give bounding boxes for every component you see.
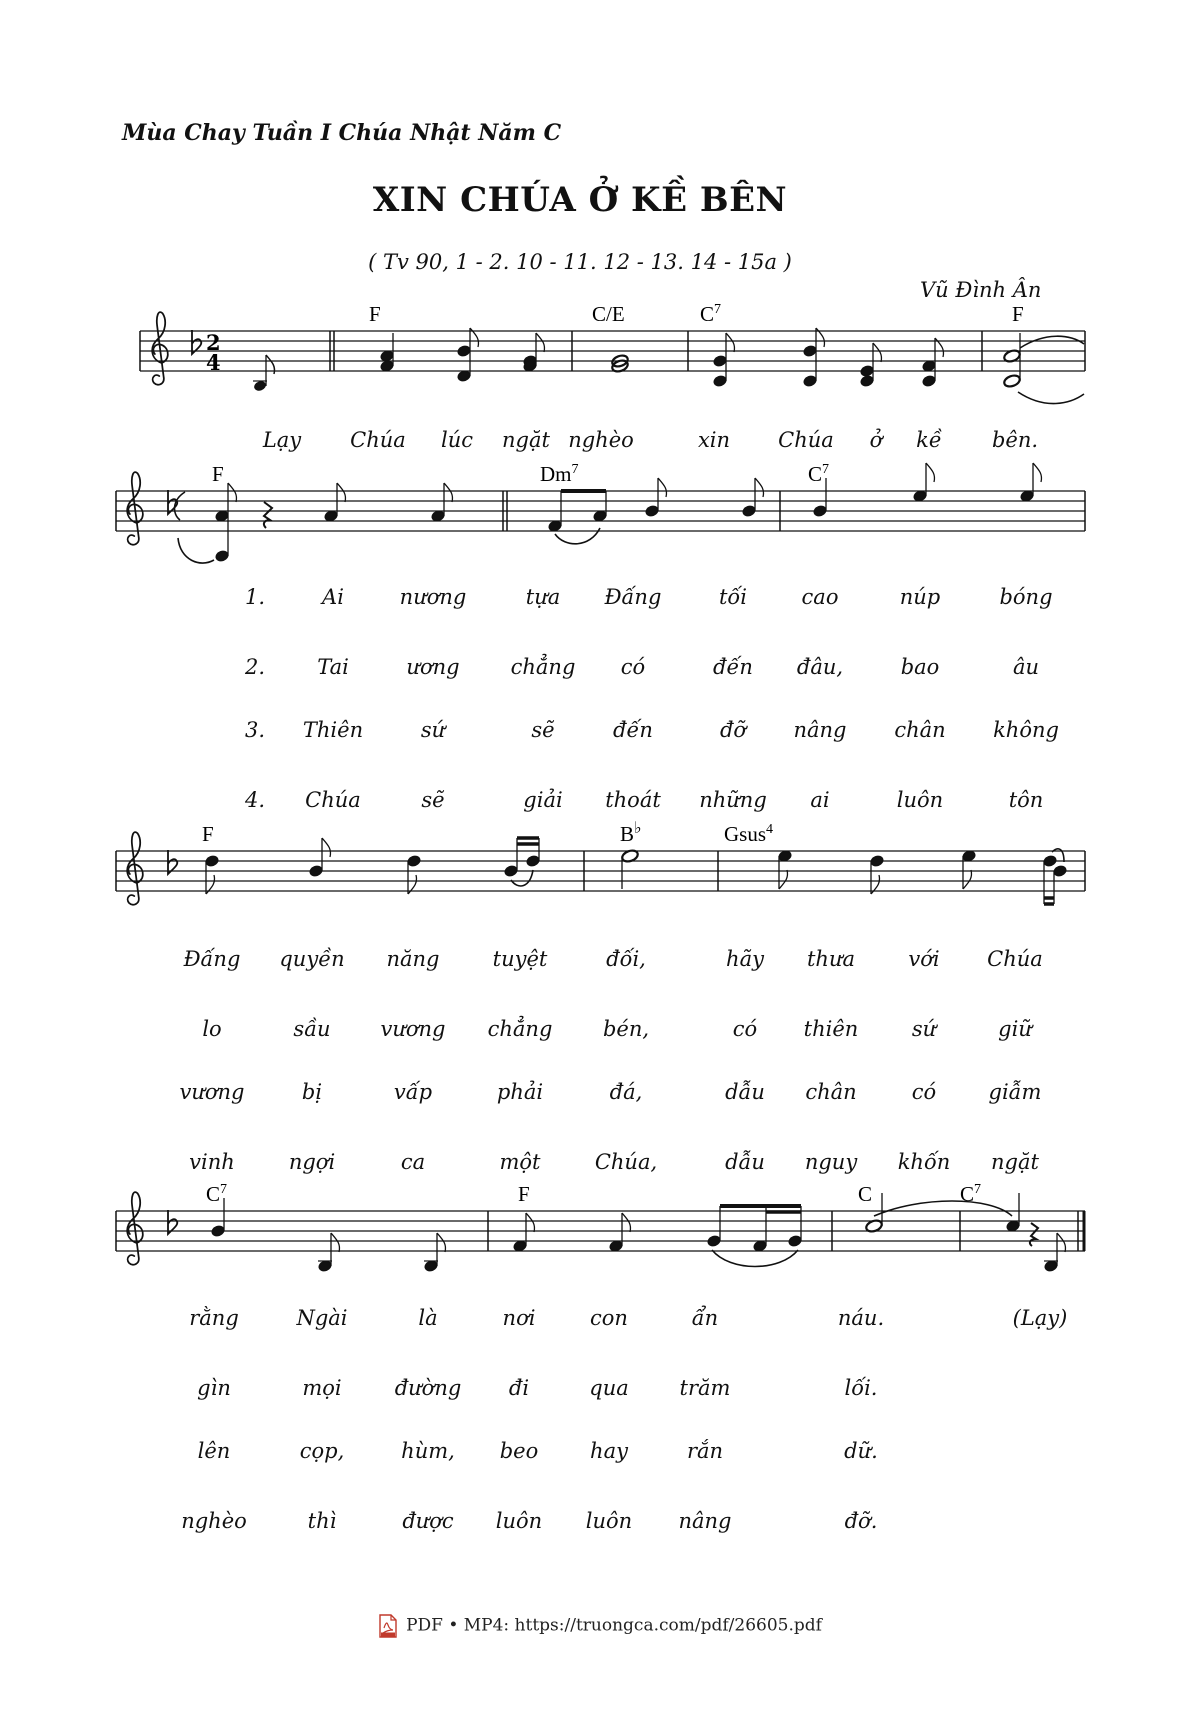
lyric-verse-number: 4. xyxy=(244,788,266,812)
lyric-word: được xyxy=(402,1509,454,1533)
svg-text:2: 2 xyxy=(206,330,221,355)
lyric-word: sầu xyxy=(293,1017,331,1041)
lyric-word: Thiên xyxy=(302,718,364,742)
song-title: XIN CHÚA Ở KỀ BÊN xyxy=(372,180,788,220)
lyric-word: vấp xyxy=(393,1080,433,1104)
lyric-word: đá, xyxy=(609,1080,643,1104)
chord-row-2 xyxy=(212,462,829,486)
lyric-word: dữ. xyxy=(844,1439,878,1463)
lyric-word: xin xyxy=(697,428,731,452)
lyric-verse-number: 3. xyxy=(244,718,266,742)
lyric-word: thì xyxy=(307,1509,337,1533)
lyric-word: nâng xyxy=(678,1509,732,1533)
lyric-word: nâng xyxy=(793,718,847,742)
lyric-word: bén, xyxy=(602,1017,650,1041)
lyric-word: Đấng xyxy=(604,585,662,609)
chord-symbol: $C^7$ xyxy=(206,1182,228,1206)
lyric-word: Đấng xyxy=(183,947,241,971)
lyric-word: tối xyxy=(718,585,748,609)
lyric-word: náu. xyxy=(837,1306,885,1330)
lyric-word: lúc xyxy=(440,428,474,452)
chord-symbol: $C^7$ xyxy=(808,462,830,486)
lyric-word: Chúa xyxy=(350,428,406,452)
staff-system-3 xyxy=(116,832,1085,905)
lyric-word: tôn xyxy=(1008,788,1044,812)
lyric-word: nghèo xyxy=(568,428,634,452)
lyric-word: đỡ xyxy=(719,718,747,742)
lyric-word: nghèo xyxy=(181,1509,247,1533)
svg-text:4: 4 xyxy=(206,350,221,375)
chord-symbol: B♭ xyxy=(620,820,642,846)
lyric-word: có xyxy=(911,1080,937,1104)
lyric-word: bên. xyxy=(991,428,1039,452)
lyric-word: có xyxy=(620,655,646,679)
lyric-word: nguy xyxy=(804,1150,858,1174)
lyric-word: với xyxy=(908,947,940,971)
lyric-word: Lạy xyxy=(262,428,302,452)
lyric-word: sẽ xyxy=(421,788,445,812)
lyric-verse-number: 1. xyxy=(244,585,266,609)
lyric-word: (Lạy) xyxy=(1012,1306,1068,1330)
lyric-word: giữ xyxy=(998,1017,1032,1041)
lyric-word: hãy xyxy=(726,947,764,971)
lyric-word: ngợi xyxy=(288,1150,336,1174)
lyric-word: thiên xyxy=(803,1017,859,1041)
lyric-word: chẳng xyxy=(487,1017,553,1041)
lyric-word: ca xyxy=(400,1150,426,1174)
lyric-word: đến xyxy=(713,655,753,679)
lyric-word: con xyxy=(590,1306,628,1330)
lyric-word: qua xyxy=(589,1376,629,1400)
lyric-word: Tai xyxy=(317,655,349,679)
lyric-word: quyền xyxy=(279,947,345,971)
lyric-word: nương xyxy=(399,585,467,609)
lyric-word: luôn xyxy=(495,1509,543,1533)
staff-system-4 xyxy=(116,1192,1085,1272)
composer-name: Vũ Đình Ân xyxy=(920,278,1042,302)
lyric-word: phải xyxy=(496,1080,544,1104)
lyric-word: ai xyxy=(810,788,830,812)
lyric-word: có xyxy=(732,1017,758,1041)
chord-symbol: F xyxy=(202,822,214,846)
staff-system-2 xyxy=(116,463,1085,563)
lyric-word: những xyxy=(699,788,767,812)
chord-row-1 xyxy=(369,302,1024,326)
lyric-word: cọp, xyxy=(299,1439,345,1463)
lyric-verse-number: 2. xyxy=(244,655,266,679)
lyric-word: đi xyxy=(508,1376,530,1400)
lyric-word: sứ xyxy=(420,718,446,742)
lyric-word: núp xyxy=(899,585,941,609)
lyric-word: một xyxy=(499,1150,541,1174)
lyric-word: sẽ xyxy=(531,718,555,742)
lyric-word: Chúa xyxy=(987,947,1043,971)
lyric-word: ngặt xyxy=(502,428,550,452)
lyric-word: đỡ. xyxy=(844,1509,878,1533)
lyric-word: hay xyxy=(590,1439,628,1463)
chord-symbol: F xyxy=(1012,302,1024,326)
chord-row-4 xyxy=(206,1182,981,1206)
lyric-word: vương xyxy=(179,1080,245,1104)
lyric-word: ương xyxy=(406,655,460,679)
lyric-word: giải xyxy=(523,788,563,812)
lyric-word: thoát xyxy=(605,788,661,812)
chord-symbol: Gsus$^4$ xyxy=(724,822,774,846)
lyric-word: lối. xyxy=(844,1376,878,1400)
lyric-word: trăm xyxy=(679,1376,731,1400)
lyric-word: Chúa, xyxy=(594,1150,658,1174)
lyric-word: âu xyxy=(1012,655,1040,679)
chord-symbol: F xyxy=(369,302,381,326)
lyric-word: chẳng xyxy=(510,655,576,679)
lyric-word: đường xyxy=(394,1376,462,1400)
psalm-reference: ( Tv 90, 1 - 2. 10 - 11. 12 - 13. 14 - 15a ) xyxy=(368,250,792,274)
lyric-word: là xyxy=(418,1306,438,1330)
lyric-word: beo xyxy=(499,1439,539,1463)
chord-symbol: $C^7$ xyxy=(700,302,722,326)
lyric-word: chân xyxy=(894,718,946,742)
footer-link[interactable] xyxy=(0,1614,1200,1638)
lyric-word: rằng xyxy=(189,1306,239,1330)
chord-symbol: $C^7$ xyxy=(960,1182,982,1206)
lyric-word: Chúa xyxy=(305,788,361,812)
lyric-word: tuyệt xyxy=(492,947,548,971)
lyric-word: tựa xyxy=(525,585,561,609)
chord-symbol: F xyxy=(518,1182,530,1206)
pdf-file-icon xyxy=(378,1614,398,1638)
lyric-word: ẩn xyxy=(691,1306,719,1330)
liturgical-season: Mùa Chay Tuần I Chúa Nhật Năm C xyxy=(122,120,562,146)
lyric-word: đối, xyxy=(606,947,646,971)
lyric-word: đâu, xyxy=(796,655,844,679)
lyric-word: bóng xyxy=(999,585,1053,609)
lyric-word: ngặt xyxy=(991,1150,1039,1174)
chord-row-3 xyxy=(202,820,773,846)
lyric-word: giẫm xyxy=(988,1080,1042,1104)
lyric-word: lo xyxy=(202,1017,222,1041)
lyric-word: hùm, xyxy=(401,1439,455,1463)
lyric-word: chân xyxy=(805,1080,857,1104)
lyric-word: năng xyxy=(386,947,440,971)
lyric-word: sứ xyxy=(911,1017,937,1041)
lyric-word: mọi xyxy=(302,1376,342,1400)
chord-symbol: F xyxy=(212,462,224,486)
lyric-word: thưa xyxy=(806,947,856,971)
lyric-word: cao xyxy=(801,585,839,609)
lyric-word: bao xyxy=(900,655,940,679)
lyric-word: dẫu xyxy=(725,1080,765,1104)
chord-symbol: C/E xyxy=(592,302,625,326)
lyric-word: Ai xyxy=(322,585,344,609)
lyric-word: vinh xyxy=(189,1150,235,1174)
lyric-word: gìn xyxy=(197,1376,231,1400)
lyric-word: bị xyxy=(301,1080,323,1104)
lyric-word: luôn xyxy=(585,1509,633,1533)
chord-symbol: Dm$^7$ xyxy=(540,462,579,486)
lyric-word: ở xyxy=(869,428,883,452)
lyric-word: rắn xyxy=(686,1439,724,1463)
footer-url-text[interactable]: PDF • MP4: https://truongca.com/pdf/26605.pdf xyxy=(406,1615,822,1636)
lyric-word: đến xyxy=(613,718,653,742)
lyric-word: dẫu xyxy=(725,1150,765,1174)
lyric-word: Chúa xyxy=(778,428,834,452)
lyric-word: vương xyxy=(380,1017,446,1041)
lyric-word: kề xyxy=(916,428,942,452)
lyric-word: Ngài xyxy=(296,1306,348,1330)
lyric-word: nơi xyxy=(502,1306,536,1330)
lyric-word: khốn xyxy=(897,1150,951,1174)
lyric-word: lên xyxy=(197,1439,231,1463)
chord-symbol: C xyxy=(858,1182,873,1206)
lyric-word: luôn xyxy=(896,788,944,812)
lyric-word: không xyxy=(993,718,1059,742)
